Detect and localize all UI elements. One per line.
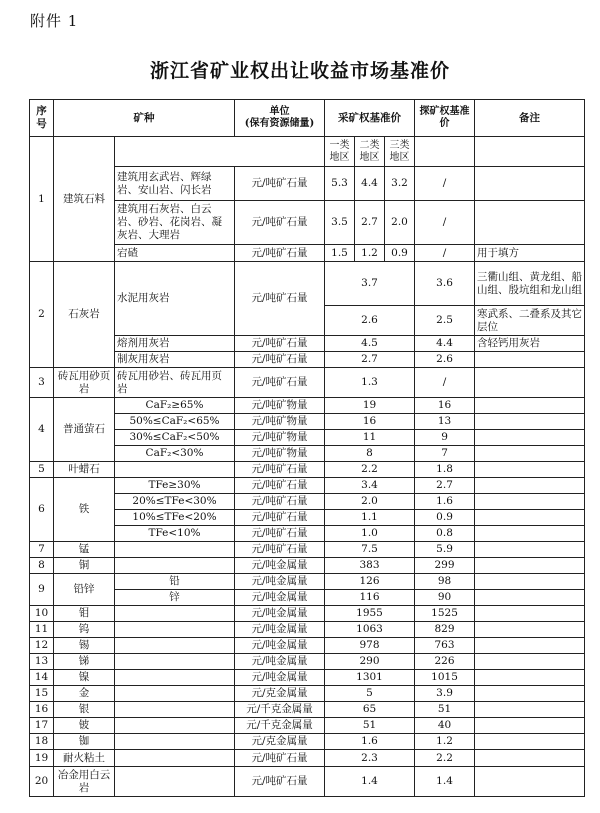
cell-sub: TFe<10%: [115, 526, 235, 542]
cell-remark: [475, 494, 585, 510]
cell-sub: [115, 558, 235, 574]
cell-exploration: 1.2: [415, 734, 475, 750]
cell-seq: 7: [30, 542, 54, 558]
cell-mining: 2.3: [325, 750, 415, 767]
cell-unit: 元/吨矿石量: [235, 245, 325, 262]
cell-remark: [475, 368, 585, 398]
cell-exploration: 0.8: [415, 526, 475, 542]
cell-mining: 11: [325, 430, 415, 446]
cell-sub: CaF₂≥65%: [115, 398, 235, 414]
cell-sub: [115, 718, 235, 734]
cell-name: 铷: [54, 734, 115, 750]
cell-exploration: 1.6: [415, 494, 475, 510]
table-row: [30, 750, 585, 767]
cell-mining: 1063: [325, 622, 415, 638]
cell-name: 普通萤石: [54, 398, 115, 462]
cell-sub: 宕碴: [115, 245, 235, 262]
cell-unit: 元/吨矿石量: [235, 526, 325, 542]
cell-zone2: 1.2: [355, 245, 385, 262]
cell-exploration: /: [415, 368, 475, 398]
table-row: [30, 262, 585, 306]
cell-unit: 元/吨矿石量: [235, 368, 325, 398]
cell-remark: [475, 414, 585, 430]
cell-mining: 116: [325, 590, 415, 606]
cell-sub: [115, 670, 235, 686]
cell-exploration: 4.4: [415, 336, 475, 352]
cell-exploration: 3.6: [415, 262, 475, 306]
cell-remark: 寒武系、二叠系及其它层位: [475, 306, 585, 336]
cell-exploration: 2.5: [415, 306, 475, 336]
cell-exploration: /: [415, 167, 475, 201]
cell-exploration: 226: [415, 654, 475, 670]
document-title: 浙江省矿业权出让收益市场基准价: [149, 60, 450, 82]
cell-exploration: 13: [415, 414, 475, 430]
cell-exploration: 2.2: [415, 750, 475, 767]
cell-sub: [115, 606, 235, 622]
cell-seq: 2: [30, 262, 54, 368]
table-row: [30, 462, 585, 478]
cell-remark: [475, 558, 585, 574]
cell-seq: 10: [30, 606, 54, 622]
cell-name: 金: [54, 686, 115, 702]
cell-name: 砖瓦用砂页岩: [54, 368, 115, 398]
cell-unit: 元/克金属量: [235, 686, 325, 702]
cell-remark: [475, 750, 585, 767]
cell-seq: 4: [30, 398, 54, 462]
table-row: [30, 734, 585, 750]
cell-remark: [475, 167, 585, 201]
cell-remark: [475, 462, 585, 478]
table-row: [30, 574, 585, 590]
cell-seq: 8: [30, 558, 54, 574]
cell-remark: [475, 430, 585, 446]
cell-sub: [115, 734, 235, 750]
table-row: [30, 542, 585, 558]
cell-sub: 建筑用石灰岩、白云岩、砂岩、花岗岩、凝灰岩、大理岩: [115, 201, 235, 245]
cell-unit: 元/吨矿石量: [235, 494, 325, 510]
cell-seq: 6: [30, 478, 54, 542]
cell-sub: 制灰用灰岩: [115, 352, 235, 368]
cell-exploration: 1015: [415, 670, 475, 686]
cell-remark: [475, 654, 585, 670]
cell-sub: [115, 702, 235, 718]
table-row: [30, 398, 585, 414]
table-row: [30, 670, 585, 686]
cell-sub: [115, 686, 235, 702]
cell-seq: 16: [30, 702, 54, 718]
zone-1-label: 一类地区: [325, 137, 355, 167]
cell-unit: 元/吨矿石量: [235, 336, 325, 352]
cell-zone3: 0.9: [385, 245, 415, 262]
header-unit: [235, 100, 325, 137]
cell-name: 银: [54, 702, 115, 718]
cell-name: 耐火粘土: [54, 750, 115, 767]
cell-sub: TFe≥30%: [115, 478, 235, 494]
table-row: [30, 622, 585, 638]
table-row: [30, 654, 585, 670]
cell-sub: [115, 638, 235, 654]
cell-unit: 元/吨金属量: [235, 622, 325, 638]
cell-exploration: 0.9: [415, 510, 475, 526]
cell-remark: [475, 638, 585, 654]
cell-sub: 20%≤TFe<30%: [115, 494, 235, 510]
zone-2-label: 二类地区: [355, 137, 385, 167]
cell-sub: [115, 767, 235, 797]
price-table: [29, 99, 585, 797]
cell-exploration: 1.4: [415, 767, 475, 797]
table-row: [30, 638, 585, 654]
cell-name: 石灰岩: [54, 262, 115, 368]
cell-sub: [115, 750, 235, 767]
cell-sub: 50%≤CaF₂<65%: [115, 414, 235, 430]
cell-blank: [475, 137, 585, 167]
cell-unit: 元/吨矿物量: [235, 430, 325, 446]
cell-remark: [475, 622, 585, 638]
cell-unit: 元/吨矿物量: [235, 398, 325, 414]
cell-unit: 元/吨矿石量: [235, 462, 325, 478]
cell-unit: 元/吨矿物量: [235, 414, 325, 430]
cell-mining: 65: [325, 702, 415, 718]
cell-sub: 建筑用玄武岩、辉绿岩、安山岩、闪长岩: [115, 167, 235, 201]
cell-unit: 元/吨矿石量: [235, 767, 325, 797]
table-row: [30, 767, 585, 797]
cell-name: 锡: [54, 638, 115, 654]
cell-sub: 30%≤CaF₂<50%: [115, 430, 235, 446]
cell-unit: 元/克金属量: [235, 734, 325, 750]
header-unit-sub: (保有资源储量): [244, 118, 315, 129]
cell-name: 钨: [54, 622, 115, 638]
cell-exploration: 829: [415, 622, 475, 638]
cell-exploration: 90: [415, 590, 475, 606]
cell-sub: 10%≤TFe<20%: [115, 510, 235, 526]
table-row: [30, 368, 585, 398]
cell-unit: 元/吨金属量: [235, 574, 325, 590]
cell-unit: 元/吨矿石量: [235, 352, 325, 368]
cell-remark: [475, 767, 585, 797]
cell-zone1: 5.3: [325, 167, 355, 201]
cell-exploration: 1.8: [415, 462, 475, 478]
cell-zone3: 2.0: [385, 201, 415, 245]
cell-seq: 11: [30, 622, 54, 638]
cell-mining: 1301: [325, 670, 415, 686]
cell-exploration: 1525: [415, 606, 475, 622]
cell-mining: 2.6: [325, 306, 415, 336]
cell-remark: [475, 702, 585, 718]
cell-unit: 元/吨金属量: [235, 606, 325, 622]
cell-name: 镍: [54, 670, 115, 686]
cell-mining: 1.4: [325, 767, 415, 797]
cell-mining: 4.5: [325, 336, 415, 352]
cell-remark: [475, 478, 585, 494]
cell-mining: 290: [325, 654, 415, 670]
table-row: [30, 702, 585, 718]
table-header-row: [30, 100, 585, 137]
table-row: [30, 137, 585, 167]
cell-name: 锑: [54, 654, 115, 670]
cell-sub: 熔剂用灰岩: [115, 336, 235, 352]
cell-seq: 13: [30, 654, 54, 670]
cell-unit: 元/吨矿石量: [235, 478, 325, 494]
cell-unit: 元/吨矿石量: [235, 542, 325, 558]
header-exploration: 探矿权基准价: [415, 100, 475, 137]
cell-remark: [475, 201, 585, 245]
cell-zone3: 3.2: [385, 167, 415, 201]
cell-unit: 元/吨金属量: [235, 670, 325, 686]
cell-remark: [475, 606, 585, 622]
cell-mining: 16: [325, 414, 415, 430]
cell-unit: 元/吨矿石量: [235, 262, 325, 336]
cell-mining: 2.2: [325, 462, 415, 478]
cell-remark: 含轻钙用灰岩: [475, 336, 585, 352]
cell-mining: 5: [325, 686, 415, 702]
cell-mining: 383: [325, 558, 415, 574]
cell-exploration: 299: [415, 558, 475, 574]
cell-exploration: /: [415, 245, 475, 262]
cell-mining: 8: [325, 446, 415, 462]
cell-remark: 三衢山组、黄龙组、船山组、殷坑组和龙山组: [475, 262, 585, 306]
cell-remark: [475, 590, 585, 606]
cell-unit: 元/吨金属量: [235, 558, 325, 574]
table-row: [30, 718, 585, 734]
cell-exploration: 763: [415, 638, 475, 654]
cell-sub: 砖瓦用砂岩、砖瓦用页岩: [115, 368, 235, 398]
cell-remark: [475, 510, 585, 526]
cell-remark: [475, 398, 585, 414]
cell-zone1: 1.5: [325, 245, 355, 262]
cell-sub: [115, 462, 235, 478]
cell-unit: 元/吨金属量: [235, 638, 325, 654]
header-seq: 序号: [30, 100, 54, 137]
cell-mining: 1.6: [325, 734, 415, 750]
cell-remark: 用于填方: [475, 245, 585, 262]
cell-seq: 3: [30, 368, 54, 398]
cell-sub: [115, 654, 235, 670]
cell-zone2: 2.7: [355, 201, 385, 245]
cell-mining: 1955: [325, 606, 415, 622]
cell-mining: 3.7: [325, 262, 415, 306]
cell-mining: 7.5: [325, 542, 415, 558]
cell-exploration: 2.6: [415, 352, 475, 368]
cell-remark: [475, 686, 585, 702]
cell-remark: [475, 542, 585, 558]
cell-unit: 元/吨金属量: [235, 590, 325, 606]
cell-exploration: 40: [415, 718, 475, 734]
cell-exploration: /: [415, 201, 475, 245]
cell-exploration: 7: [415, 446, 475, 462]
cell-sub: 水泥用灰岩: [115, 262, 235, 336]
cell-seq: 1: [30, 137, 54, 262]
cell-mining: 978: [325, 638, 415, 654]
cell-remark: [475, 574, 585, 590]
cell-remark: [475, 670, 585, 686]
cell-seq: 15: [30, 686, 54, 702]
cell-name: 铁: [54, 478, 115, 542]
cell-mining: 51: [325, 718, 415, 734]
cell-name: 叶蜡石: [54, 462, 115, 478]
cell-blank: [415, 137, 475, 167]
cell-mining: 1.1: [325, 510, 415, 526]
cell-sub: [115, 622, 235, 638]
attachment-label: 附件 1: [30, 12, 79, 30]
table-row: [30, 478, 585, 494]
cell-unit: 元/吨矿物量: [235, 446, 325, 462]
table-row: [30, 606, 585, 622]
cell-seq: 5: [30, 462, 54, 478]
cell-mining: 1.3: [325, 368, 415, 398]
header-remark: 备注: [475, 100, 585, 137]
cell-name: 建筑石料: [54, 137, 115, 262]
cell-name: 铜: [54, 558, 115, 574]
cell-mining: 19: [325, 398, 415, 414]
cell-remark: [475, 526, 585, 542]
cell-exploration: 5.9: [415, 542, 475, 558]
cell-name: 冶金用白云岩: [54, 767, 115, 797]
cell-remark: [475, 718, 585, 734]
cell-seq: 9: [30, 574, 54, 606]
cell-remark: [475, 352, 585, 368]
cell-seq: 12: [30, 638, 54, 654]
cell-exploration: 3.9: [415, 686, 475, 702]
cell-exploration: 98: [415, 574, 475, 590]
cell-remark: [475, 446, 585, 462]
cell-sub: 铅: [115, 574, 235, 590]
cell-sub: 锌: [115, 590, 235, 606]
cell-mining: 1.0: [325, 526, 415, 542]
cell-seq: 19: [30, 750, 54, 767]
table-row: [30, 558, 585, 574]
cell-zone1: 3.5: [325, 201, 355, 245]
cell-sub: CaF₂<30%: [115, 446, 235, 462]
cell-name: 铅锌: [54, 574, 115, 606]
header-mining: 采矿权基准价: [325, 100, 415, 137]
cell-blank: [115, 137, 325, 167]
cell-exploration: 51: [415, 702, 475, 718]
cell-mining: 126: [325, 574, 415, 590]
cell-unit: 元/千克金属量: [235, 718, 325, 734]
cell-seq: 18: [30, 734, 54, 750]
cell-seq: 17: [30, 718, 54, 734]
cell-name: 锰: [54, 542, 115, 558]
cell-zone2: 4.4: [355, 167, 385, 201]
cell-name: 铍: [54, 718, 115, 734]
cell-unit: 元/吨矿石量: [235, 167, 325, 201]
cell-mining: 2.0: [325, 494, 415, 510]
table-row: [30, 686, 585, 702]
cell-exploration: 16: [415, 398, 475, 414]
cell-unit: 元/吨金属量: [235, 654, 325, 670]
cell-mining: 3.4: [325, 478, 415, 494]
cell-seq: 20: [30, 767, 54, 797]
zone-3-label: 三类地区: [385, 137, 415, 167]
cell-remark: [475, 734, 585, 750]
cell-sub: [115, 542, 235, 558]
cell-unit: 元/吨矿石量: [235, 510, 325, 526]
cell-mining: 2.7: [325, 352, 415, 368]
cell-exploration: 9: [415, 430, 475, 446]
cell-seq: 14: [30, 670, 54, 686]
cell-unit: 元/千克金属量: [235, 702, 325, 718]
header-unit-main: 单位: [269, 106, 290, 117]
cell-name: 钼: [54, 606, 115, 622]
cell-unit: 元/吨矿石量: [235, 750, 325, 767]
header-mineral: 矿种: [54, 100, 235, 137]
cell-exploration: 2.7: [415, 478, 475, 494]
cell-unit: 元/吨矿石量: [235, 201, 325, 245]
